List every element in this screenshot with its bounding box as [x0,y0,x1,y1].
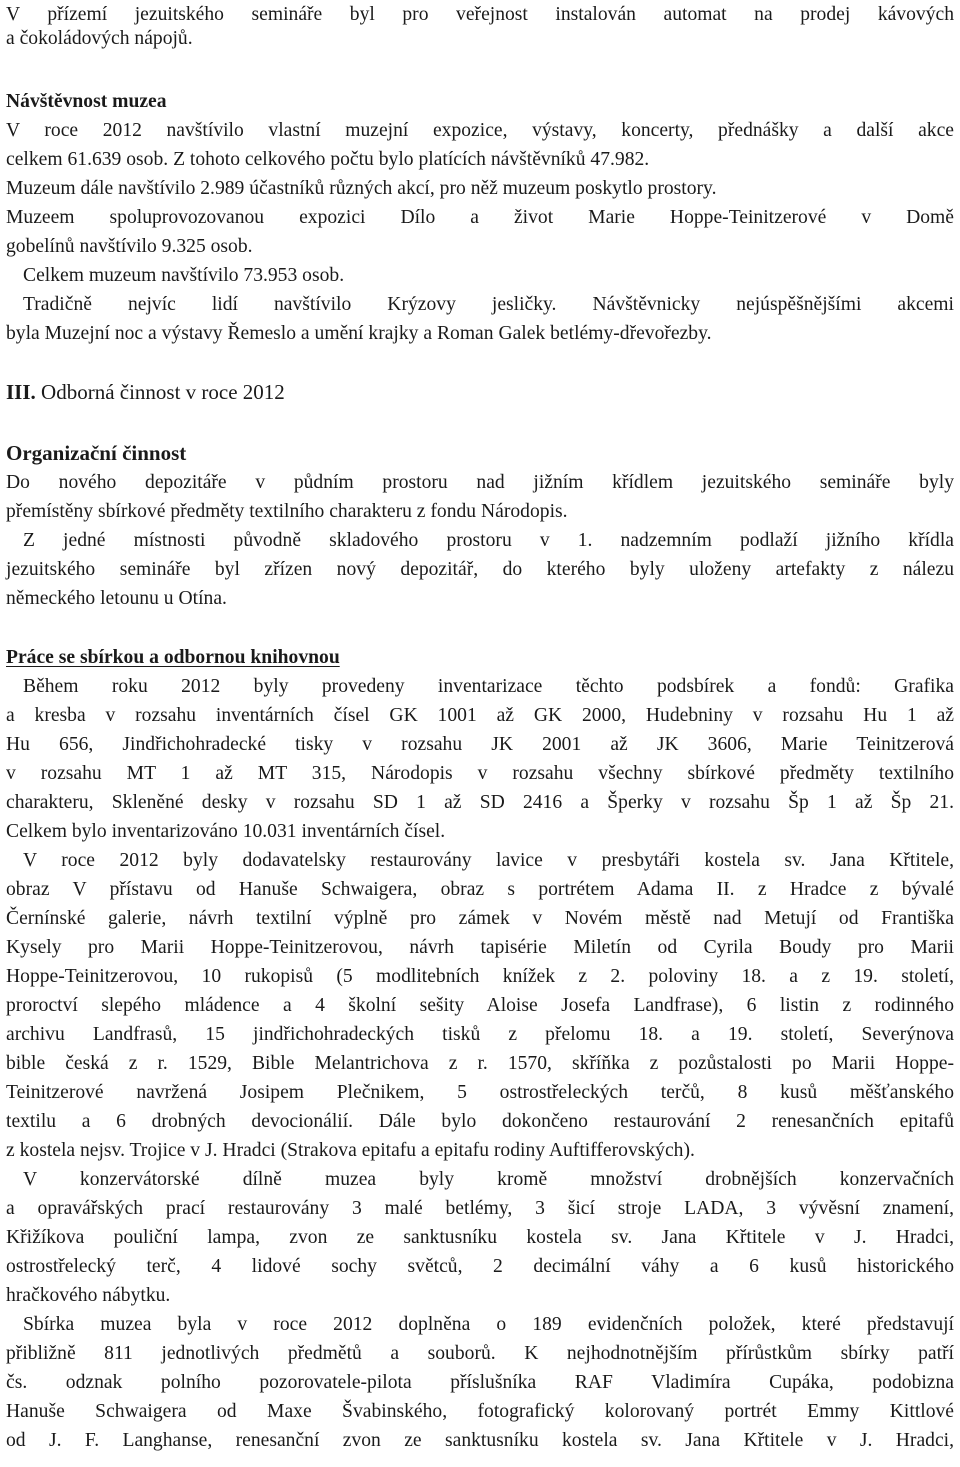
text-line: Muzeum dále navštívilo 2.989 účastníků různých akcí, pro něž muzeum poskytlo prostory. [6,178,717,199]
text-line: Během roku 2012 byly provedeny inventarizace těchto podsbírek a fondů: Grafika [23,676,954,697]
text-line: Celkem bylo inventarizováno 10.031 inventárních čísel. [6,821,446,842]
heading-prace: Práce se sbírkou a odbornou knihovnou [6,647,340,668]
text-line: přemístěny sbírkové předměty textilního charakteru z fondu Národopis. [6,501,568,522]
text-line: byla Muzejní noc a výstavy Řemeslo a umění krajky a Roman Galek betlémy-dřevořezby. [6,323,712,344]
section-numeral: III. [6,380,36,404]
text-line: Hoppe-Teinitzerovou, 10 rukopisů (5 modlitebních knížek z 2. poloviny 18. a z 19. století, [6,966,954,987]
text-line: Do nového depozitáře v půdním prostoru nad jižním křídlem jezuitského semináře byly [6,472,954,493]
text-line: charakteru, Skleněné desky v rozsahu SD 1 až SD 2416 a Šperky v rozsahu Šp 1 až Šp 21. [6,792,954,813]
text-line: V přízemí jezuitského semináře byl pro veřejnost instalován automat na prodej kávových [6,4,954,25]
text-line: Kysely pro Marii Hoppe-Teinitzerovou, návrh tapisérie Miletín od Cyrila Boudy pro Marii [6,937,954,958]
heading-organizacni: Organizační činnost [6,441,187,465]
text-line: obraz V přístavu od Hanuše Schwaigera, obraz s portrétem Adama II. z Hradce z bývalé [6,879,954,900]
text-line: Muzeem spoluprovozovanou expozici Dílo a život Marie Hoppe-Teinitzerové v Domě [6,207,954,228]
text-line: německého letounu u Otína. [6,588,227,609]
text-line: Křižíkova pouliční lampa, zvon ze sanktusníku kostela sv. Jana Křtitele v J. Hradci, [6,1227,954,1248]
text-line: a opravářských prací restaurovány 3 malé betlémy, 3 šicí stroje LADA, 3 vývěsní znamení, [6,1198,954,1219]
text-line: jezuitského semináře byl zřízen nový depozitář, do kterého byly uloženy artefakty z nálezu [6,559,954,580]
text-line: textilu a 6 drobných devocionálií. Dále bylo dokončeno restaurování 2 renesančních epitafů [6,1111,954,1132]
text-line: celkem 61.639 osob. Z tohoto celkového počtu bylo platících návštěvníků 47.982. [6,149,650,170]
section-heading [6,380,954,404]
text-line: Teinitzerové navržená Josipem Plečnikem, 5 ostrostřeleckých terčů, 8 kusů měšťanského [6,1082,954,1103]
text-line: bible česká z r. 1529, Bible Melantrichova z r. 1570, skříňka z pozůstalosti po Marii Hoppe- [6,1053,954,1074]
text-line: Z jedné místnosti původně skladového prostoru v 1. nadzemním podlaží jižního křídla [23,530,954,551]
text-line: přibližně 811 jednotlivých předmětů a souborů. K nejhodnotnějším přírůstkům sbírky patří [6,1343,954,1364]
text-line: V roce 2012 byly dodavatelsky restaurovány lavice v presbytáři kostela sv. Jana Křtitele, [23,850,954,871]
heading-navstevnost: Návštěvnost muzea [6,91,167,112]
text-line: hračkového nábytku. [6,1285,171,1306]
text-line: od J. F. Langhanse, renesanční zvon ze sanktusníku kostela sv. Jana Křtitele v J. Hradci, [6,1430,954,1451]
text-line: z kostela nejsv. Trojice v J. Hradci (Strakova epitafu a epitafu rodiny Auftifferovských). [6,1140,695,1161]
text-line: proroctví slepého mládence a 4 školní sešity Aloise Josefa Landfrase), 6 listin z rodinného [6,995,954,1016]
text-line: v rozsahu MT 1 až MT 315, Národopis v rozsahu všechny sbírkové předměty textilního [6,763,954,784]
text-line: V roce 2012 navštívilo vlastní muzejní expozice, výstavy, koncerty, přednášky a další akce [6,120,954,141]
text-line: a čokoládových nápojů. [6,28,193,49]
text-line: archivu Landfrasů, 15 jindřichohradeckých tisků z přelomu 18. a 19. století, Severýnova [6,1024,954,1045]
text-line: čs. odznak polního pozorovatele-pilota příslušníka RAF Vladimíra Cupáka, podobizna [6,1372,954,1393]
text-line: gobelínů navštívilo 9.325 osob. [6,236,253,257]
section-title: Odborná činnost v roce 2012 [41,380,285,404]
text-line: Černínské galerie, návrh textilní výplně pro zámek v Novém městě nad Metují od Františka [6,908,954,929]
text-line: Hu 656, Jindřichohradecké tisky v rozsahu JK 2001 až JK 3606, Marie Teinitzerová [6,734,954,755]
text-line: V konzervátorské dílně muzea byly kromě množství drobnějších konzervačních [23,1169,954,1190]
text-line: Sbírka muzea byla v roce 2012 doplněna o 189 evidenčních položek, které představují [23,1314,954,1335]
text-line: Hanuše Schwaigera od Maxe Švabinského, fotografický kolorovaný portrét Emmy Kittlové [6,1401,954,1422]
text-line: Celkem muzeum navštívilo 73.953 osob. [23,265,345,286]
text-line: a kresba v rozsahu inventárních čísel GK 1001 až GK 2000, Hudebniny v rozsahu Hu 1 až [6,705,954,726]
text-line: ostrostřelecký terč, 4 lidové sochy světců, 2 decimální váhy a 6 kusů historického [6,1256,954,1277]
text-line: Tradičně nejvíc lidí navštívilo Krýzovy jesličky. Návštěvnicky nejúspěšnějšími akcemi [23,294,954,315]
